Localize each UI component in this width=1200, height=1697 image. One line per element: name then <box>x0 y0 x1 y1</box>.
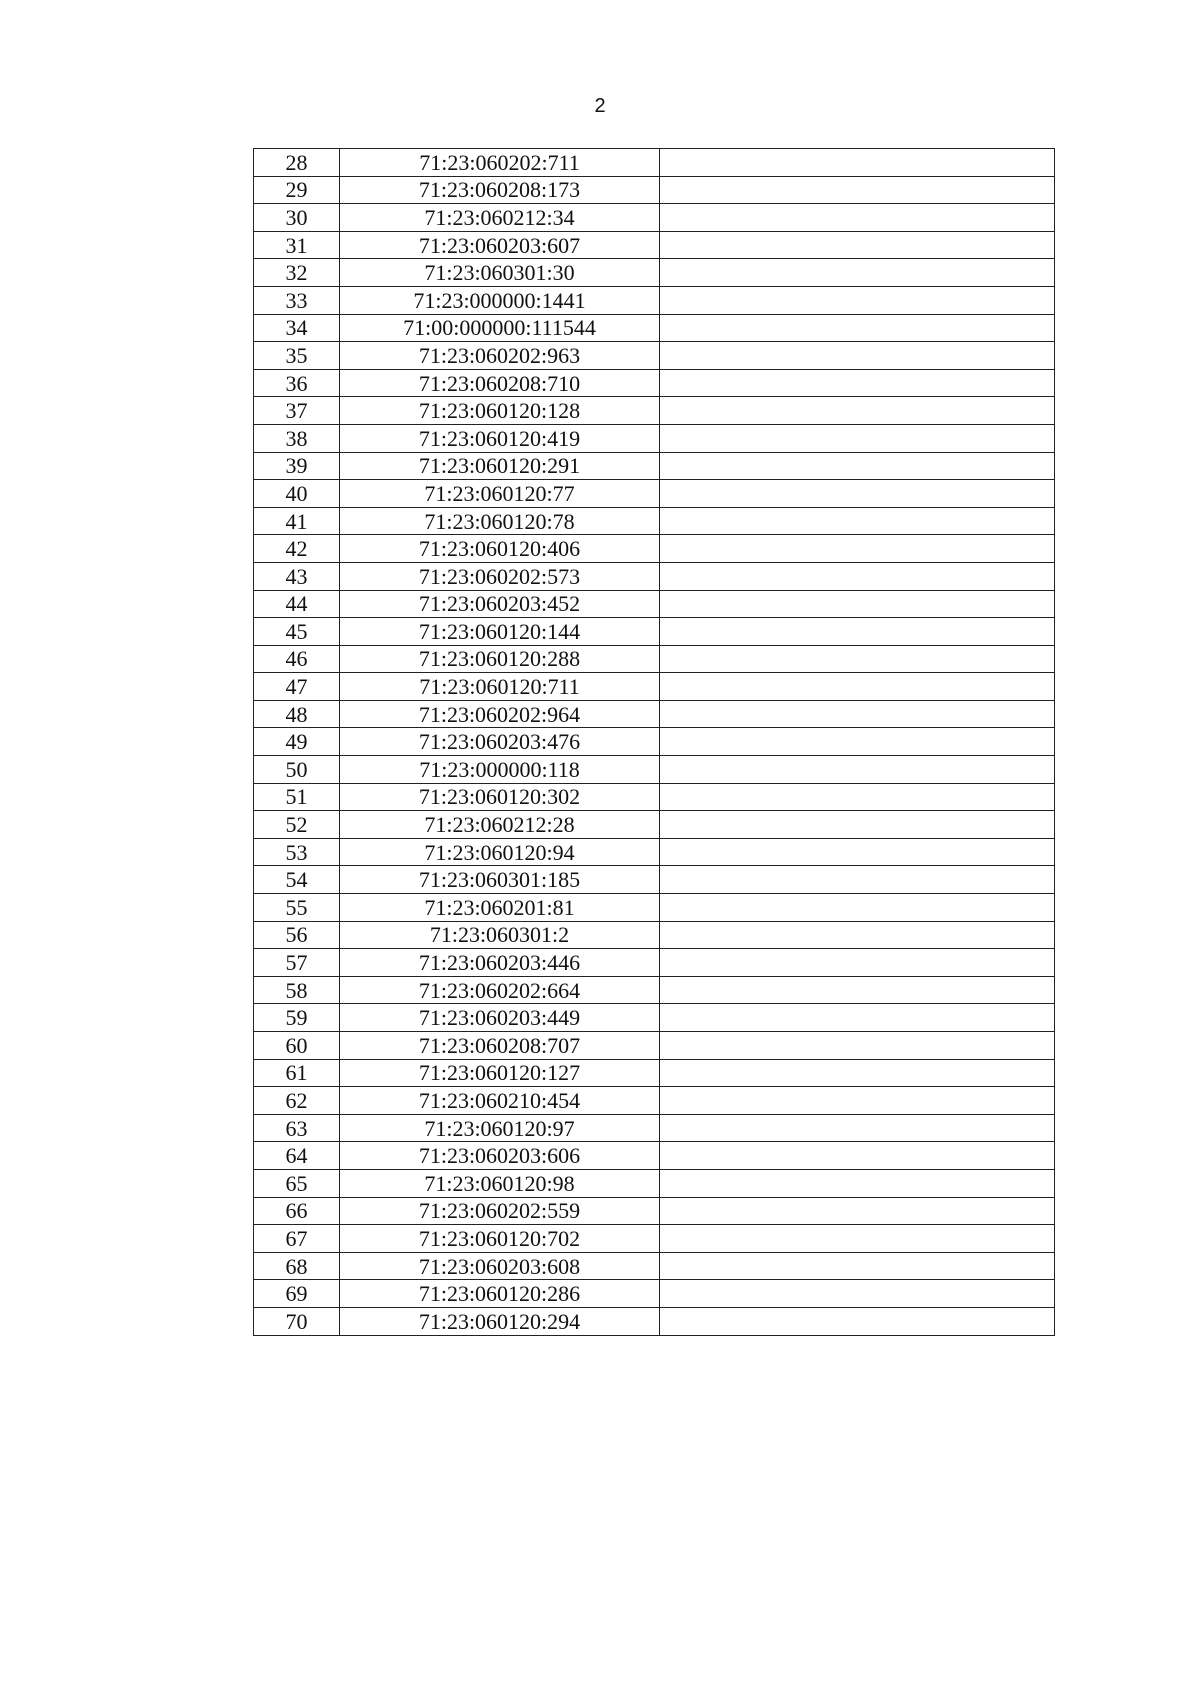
row-number-cell: 45 <box>254 618 340 646</box>
row-number-cell: 58 <box>254 976 340 1004</box>
empty-cell <box>660 452 1055 480</box>
cadastral-number-cell: 71:23:060212:28 <box>340 811 660 839</box>
row-number-cell: 29 <box>254 176 340 204</box>
cadastral-number-cell: 71:23:060120:406 <box>340 535 660 563</box>
cadastral-number-cell: 71:23:060203:476 <box>340 728 660 756</box>
empty-cell <box>660 535 1055 563</box>
cadastral-number-cell: 71:23:000000:118 <box>340 756 660 784</box>
empty-cell <box>660 286 1055 314</box>
empty-cell <box>660 756 1055 784</box>
cadastral-numbers-table <box>253 148 1055 1336</box>
cadastral-number-cell: 71:23:060202:963 <box>340 342 660 370</box>
table-row <box>254 231 1055 259</box>
table-row <box>254 1252 1055 1280</box>
table-row <box>254 838 1055 866</box>
row-number-cell: 47 <box>254 673 340 701</box>
empty-cell <box>660 1280 1055 1308</box>
row-number-cell: 69 <box>254 1280 340 1308</box>
row-number-cell: 38 <box>254 424 340 452</box>
cadastral-number-cell: 71:23:060120:144 <box>340 618 660 646</box>
empty-cell <box>660 921 1055 949</box>
row-number-cell: 68 <box>254 1252 340 1280</box>
cadastral-number-cell: 71:23:060203:449 <box>340 1004 660 1032</box>
row-number-cell: 32 <box>254 259 340 287</box>
empty-cell <box>660 314 1055 342</box>
row-number-cell: 50 <box>254 756 340 784</box>
cadastral-number-cell: 71:23:060203:446 <box>340 949 660 977</box>
table-row <box>254 1114 1055 1142</box>
row-number-cell: 57 <box>254 949 340 977</box>
page-number: 2 <box>594 95 606 117</box>
empty-cell <box>660 1169 1055 1197</box>
table-row <box>254 342 1055 370</box>
empty-cell <box>660 231 1055 259</box>
row-number-cell: 62 <box>254 1087 340 1115</box>
table-row <box>254 286 1055 314</box>
cadastral-number-cell: 71:23:060120:302 <box>340 783 660 811</box>
empty-cell <box>660 397 1055 425</box>
row-number-cell: 39 <box>254 452 340 480</box>
table-row <box>254 783 1055 811</box>
empty-cell <box>660 618 1055 646</box>
empty-cell <box>660 590 1055 618</box>
row-number-cell: 37 <box>254 397 340 425</box>
table-row <box>254 645 1055 673</box>
row-number-cell: 33 <box>254 286 340 314</box>
table-row <box>254 700 1055 728</box>
row-number-cell: 63 <box>254 1114 340 1142</box>
cadastral-number-cell: 71:23:060203:607 <box>340 231 660 259</box>
row-number-cell: 70 <box>254 1307 340 1335</box>
row-number-cell: 59 <box>254 1004 340 1032</box>
empty-cell <box>660 342 1055 370</box>
cadastral-number-cell: 71:00:000000:111544 <box>340 314 660 342</box>
empty-cell <box>660 894 1055 922</box>
empty-cell <box>660 1197 1055 1225</box>
cadastral-number-cell: 71:23:060212:34 <box>340 204 660 232</box>
cadastral-number-cell: 71:23:060203:452 <box>340 590 660 618</box>
empty-cell <box>660 783 1055 811</box>
table-row <box>254 1197 1055 1225</box>
table-row <box>254 535 1055 563</box>
row-number-cell: 54 <box>254 866 340 894</box>
empty-cell <box>660 562 1055 590</box>
cadastral-number-cell: 71:23:060301:2 <box>340 921 660 949</box>
empty-cell <box>660 1004 1055 1032</box>
empty-cell <box>660 176 1055 204</box>
row-number-cell: 31 <box>254 231 340 259</box>
table-row <box>254 618 1055 646</box>
cadastral-number-cell: 71:23:060120:98 <box>340 1169 660 1197</box>
empty-cell <box>660 149 1055 177</box>
empty-cell <box>660 673 1055 701</box>
cadastral-number-cell: 71:23:060201:81 <box>340 894 660 922</box>
table-row <box>254 949 1055 977</box>
row-number-cell: 67 <box>254 1225 340 1253</box>
table-row <box>254 756 1055 784</box>
table-row <box>254 176 1055 204</box>
cadastral-number-cell: 71:23:060120:702 <box>340 1225 660 1253</box>
row-number-cell: 46 <box>254 645 340 673</box>
empty-cell <box>660 1059 1055 1087</box>
cadastral-number-cell: 71:23:060202:664 <box>340 976 660 1004</box>
table-row <box>254 673 1055 701</box>
cadastral-number-cell: 71:23:060203:606 <box>340 1142 660 1170</box>
row-number-cell: 28 <box>254 149 340 177</box>
table-row <box>254 397 1055 425</box>
empty-cell <box>660 866 1055 894</box>
row-number-cell: 44 <box>254 590 340 618</box>
row-number-cell: 60 <box>254 1032 340 1060</box>
row-number-cell: 56 <box>254 921 340 949</box>
table-row <box>254 1087 1055 1115</box>
cadastral-number-cell: 71:23:060301:30 <box>340 259 660 287</box>
empty-cell <box>660 1142 1055 1170</box>
empty-cell <box>660 838 1055 866</box>
empty-cell <box>660 728 1055 756</box>
row-number-cell: 64 <box>254 1142 340 1170</box>
empty-cell <box>660 976 1055 1004</box>
empty-cell <box>660 1252 1055 1280</box>
cadastral-number-cell: 71:23:060120:78 <box>340 507 660 535</box>
cadastral-number-cell: 71:23:060208:173 <box>340 176 660 204</box>
cadastral-number-cell: 71:23:060120:711 <box>340 673 660 701</box>
row-number-cell: 34 <box>254 314 340 342</box>
table-row <box>254 562 1055 590</box>
cadastral-number-cell: 71:23:060120:127 <box>340 1059 660 1087</box>
row-number-cell: 30 <box>254 204 340 232</box>
table-row <box>254 1004 1055 1032</box>
cadastral-number-cell: 71:23:060208:710 <box>340 369 660 397</box>
cadastral-number-cell: 71:23:000000:1441 <box>340 286 660 314</box>
row-number-cell: 36 <box>254 369 340 397</box>
cadastral-number-cell: 71:23:060120:94 <box>340 838 660 866</box>
cadastral-number-cell: 71:23:060202:711 <box>340 149 660 177</box>
row-number-cell: 61 <box>254 1059 340 1087</box>
row-number-cell: 66 <box>254 1197 340 1225</box>
table-row <box>254 728 1055 756</box>
row-number-cell: 51 <box>254 783 340 811</box>
table-row <box>254 424 1055 452</box>
cadastral-number-cell: 71:23:060120:286 <box>340 1280 660 1308</box>
empty-cell <box>660 424 1055 452</box>
row-number-cell: 55 <box>254 894 340 922</box>
table-row <box>254 204 1055 232</box>
cadastral-number-cell: 71:23:060202:964 <box>340 700 660 728</box>
cadastral-number-cell: 71:23:060120:97 <box>340 1114 660 1142</box>
cadastral-number-cell: 71:23:060120:291 <box>340 452 660 480</box>
row-number-cell: 52 <box>254 811 340 839</box>
cadastral-number-cell: 71:23:060202:559 <box>340 1197 660 1225</box>
row-number-cell: 42 <box>254 535 340 563</box>
row-number-cell: 65 <box>254 1169 340 1197</box>
table-row <box>254 894 1055 922</box>
row-number-cell: 49 <box>254 728 340 756</box>
row-number-cell: 48 <box>254 700 340 728</box>
table-row <box>254 259 1055 287</box>
table-row <box>254 1225 1055 1253</box>
row-number-cell: 35 <box>254 342 340 370</box>
table-row <box>254 1307 1055 1335</box>
cadastral-number-cell: 71:23:060120:77 <box>340 480 660 508</box>
table-row <box>254 1142 1055 1170</box>
cadastral-number-cell: 71:23:060120:288 <box>340 645 660 673</box>
cadastral-number-cell: 71:23:060120:294 <box>340 1307 660 1335</box>
cadastral-number-cell: 71:23:060208:707 <box>340 1032 660 1060</box>
table-row <box>254 452 1055 480</box>
empty-cell <box>660 645 1055 673</box>
table-row <box>254 1032 1055 1060</box>
cadastral-number-cell: 71:23:060203:608 <box>340 1252 660 1280</box>
empty-cell <box>660 1114 1055 1142</box>
cadastral-number-cell: 71:23:060301:185 <box>340 866 660 894</box>
table-row <box>254 480 1055 508</box>
table-row <box>254 811 1055 839</box>
empty-cell <box>660 1087 1055 1115</box>
row-number-cell: 41 <box>254 507 340 535</box>
table-row <box>254 369 1055 397</box>
table-row <box>254 314 1055 342</box>
cadastral-number-cell: 71:23:060210:454 <box>340 1087 660 1115</box>
empty-cell <box>660 1225 1055 1253</box>
table-row <box>254 1280 1055 1308</box>
row-number-cell: 53 <box>254 838 340 866</box>
row-number-cell: 40 <box>254 480 340 508</box>
table-row <box>254 976 1055 1004</box>
empty-cell <box>660 1307 1055 1335</box>
table-body <box>254 149 1055 1336</box>
cadastral-number-cell: 71:23:060202:573 <box>340 562 660 590</box>
empty-cell <box>660 259 1055 287</box>
empty-cell <box>660 204 1055 232</box>
empty-cell <box>660 507 1055 535</box>
table-row <box>254 507 1055 535</box>
empty-cell <box>660 700 1055 728</box>
table-row <box>254 590 1055 618</box>
table-row <box>254 866 1055 894</box>
row-number-cell: 43 <box>254 562 340 590</box>
table-row <box>254 1169 1055 1197</box>
table-row <box>254 149 1055 177</box>
table-row <box>254 1059 1055 1087</box>
cadastral-number-cell: 71:23:060120:128 <box>340 397 660 425</box>
empty-cell <box>660 1032 1055 1060</box>
empty-cell <box>660 811 1055 839</box>
empty-cell <box>660 949 1055 977</box>
empty-cell <box>660 480 1055 508</box>
table-row <box>254 921 1055 949</box>
empty-cell <box>660 369 1055 397</box>
cadastral-number-cell: 71:23:060120:419 <box>340 424 660 452</box>
